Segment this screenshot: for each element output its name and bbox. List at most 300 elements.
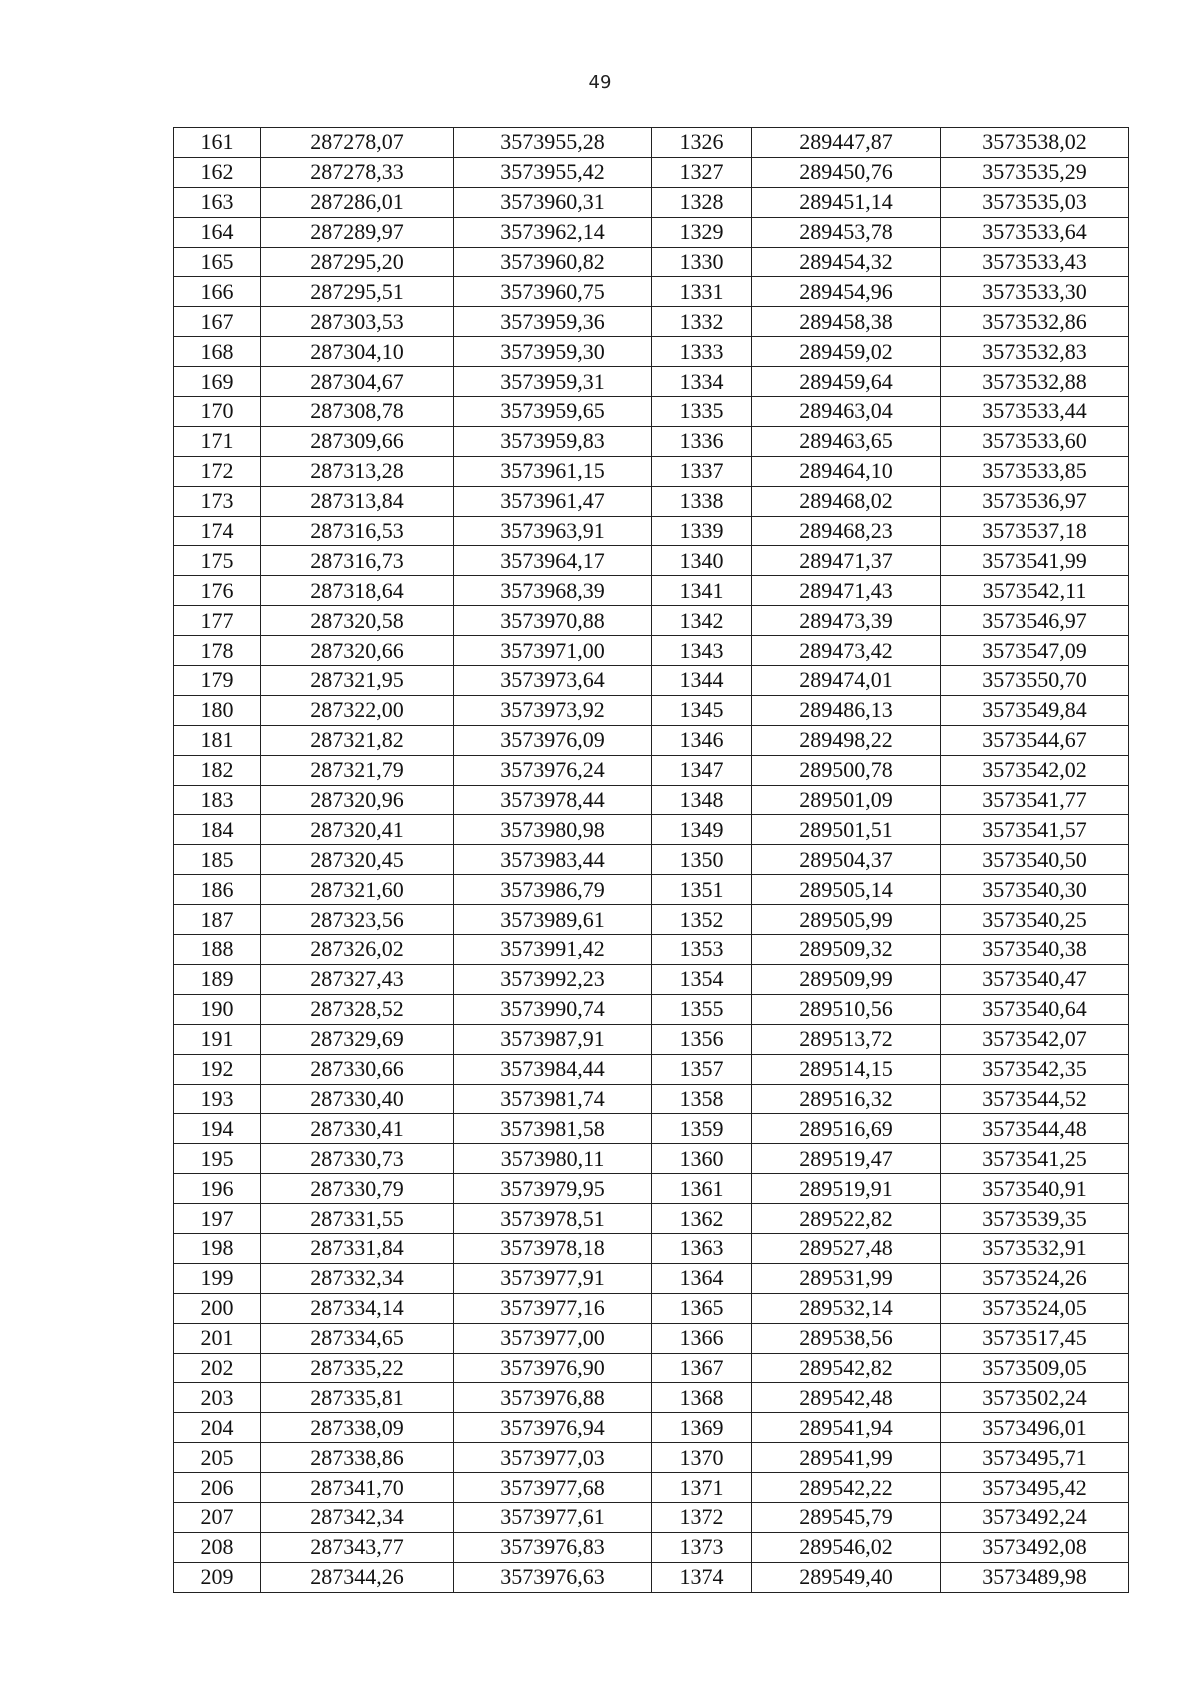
- x-coordinate-cell: 287320,45: [261, 845, 454, 875]
- y-coordinate-cell: 3573540,25: [941, 905, 1129, 935]
- point-number-cell: 1371: [652, 1473, 752, 1503]
- y-coordinate-cell: 3573976,83: [454, 1532, 652, 1562]
- x-coordinate-cell: 287303,53: [261, 307, 454, 337]
- x-coordinate-cell: 289458,38: [752, 307, 941, 337]
- point-number-cell: 167: [174, 307, 261, 337]
- x-coordinate-cell: 289516,69: [752, 1114, 941, 1144]
- point-number-cell: 1370: [652, 1443, 752, 1473]
- y-coordinate-cell: 3573537,18: [941, 516, 1129, 546]
- x-coordinate-cell: 289527,48: [752, 1233, 941, 1263]
- x-coordinate-cell: 289468,02: [752, 486, 941, 516]
- point-number-cell: 162: [174, 157, 261, 187]
- table-row: [174, 875, 1129, 905]
- y-coordinate-cell: 3573978,51: [454, 1204, 652, 1234]
- x-coordinate-cell: 289498,22: [752, 725, 941, 755]
- table-row: [174, 1353, 1129, 1383]
- y-coordinate-cell: 3573981,58: [454, 1114, 652, 1144]
- y-coordinate-cell: 3573976,24: [454, 755, 652, 785]
- table-row: [174, 1473, 1129, 1503]
- point-number-cell: 1327: [652, 157, 752, 187]
- y-coordinate-cell: 3573535,03: [941, 187, 1129, 217]
- y-coordinate-cell: 3573976,63: [454, 1562, 652, 1592]
- x-coordinate-cell: 287327,43: [261, 964, 454, 994]
- y-coordinate-cell: 3573540,50: [941, 845, 1129, 875]
- y-coordinate-cell: 3573959,31: [454, 367, 652, 397]
- point-number-cell: 1366: [652, 1323, 752, 1353]
- point-number-cell: 197: [174, 1204, 261, 1234]
- point-number-cell: 186: [174, 875, 261, 905]
- point-number-cell: 1372: [652, 1502, 752, 1532]
- x-coordinate-cell: 289486,13: [752, 695, 941, 725]
- point-number-cell: 1346: [652, 725, 752, 755]
- x-coordinate-cell: 289509,99: [752, 964, 941, 994]
- table-row: [174, 1293, 1129, 1323]
- point-number-cell: 1361: [652, 1174, 752, 1204]
- x-coordinate-cell: 289501,51: [752, 815, 941, 845]
- y-coordinate-cell: 3573992,23: [454, 964, 652, 994]
- point-number-cell: 1360: [652, 1144, 752, 1174]
- x-coordinate-cell: 287335,81: [261, 1383, 454, 1413]
- y-coordinate-cell: 3573962,14: [454, 217, 652, 247]
- point-number-cell: 1337: [652, 456, 752, 486]
- x-coordinate-cell: 287320,41: [261, 815, 454, 845]
- x-coordinate-cell: 287278,07: [261, 128, 454, 158]
- x-coordinate-cell: 287309,66: [261, 426, 454, 456]
- point-number-cell: 179: [174, 666, 261, 696]
- point-number-cell: 196: [174, 1174, 261, 1204]
- point-number-cell: 1367: [652, 1353, 752, 1383]
- table-row: [174, 815, 1129, 845]
- y-coordinate-cell: 3573980,98: [454, 815, 652, 845]
- x-coordinate-cell: 287338,09: [261, 1413, 454, 1443]
- y-coordinate-cell: 3573977,91: [454, 1263, 652, 1293]
- y-coordinate-cell: 3573983,44: [454, 845, 652, 875]
- point-number-cell: 1373: [652, 1532, 752, 1562]
- y-coordinate-cell: 3573549,84: [941, 695, 1129, 725]
- point-number-cell: 180: [174, 695, 261, 725]
- y-coordinate-cell: 3573960,75: [454, 277, 652, 307]
- y-coordinate-cell: 3573495,71: [941, 1443, 1129, 1473]
- x-coordinate-cell: 287338,86: [261, 1443, 454, 1473]
- page-number: 49: [588, 72, 612, 93]
- y-coordinate-cell: 3573492,08: [941, 1532, 1129, 1562]
- table-row: [174, 1084, 1129, 1114]
- x-coordinate-cell: 289451,14: [752, 187, 941, 217]
- x-coordinate-cell: 289532,14: [752, 1293, 941, 1323]
- x-coordinate-cell: 287295,51: [261, 277, 454, 307]
- table-row: [174, 755, 1129, 785]
- point-number-cell: 178: [174, 636, 261, 666]
- point-number-cell: 205: [174, 1443, 261, 1473]
- x-coordinate-cell: 287328,52: [261, 994, 454, 1024]
- point-number-cell: 1332: [652, 307, 752, 337]
- x-coordinate-cell: 287334,65: [261, 1323, 454, 1353]
- y-coordinate-cell: 3573977,03: [454, 1443, 652, 1473]
- table-row: [174, 636, 1129, 666]
- point-number-cell: 1359: [652, 1114, 752, 1144]
- y-coordinate-cell: 3573973,92: [454, 695, 652, 725]
- x-coordinate-cell: 289453,78: [752, 217, 941, 247]
- y-coordinate-cell: 3573533,30: [941, 277, 1129, 307]
- point-number-cell: 1333: [652, 337, 752, 367]
- x-coordinate-cell: 287331,55: [261, 1204, 454, 1234]
- point-number-cell: 206: [174, 1473, 261, 1503]
- x-coordinate-cell: 287342,34: [261, 1502, 454, 1532]
- table-row: [174, 576, 1129, 606]
- point-number-cell: 184: [174, 815, 261, 845]
- y-coordinate-cell: 3573541,57: [941, 815, 1129, 845]
- point-number-cell: 1330: [652, 247, 752, 277]
- table-row: [174, 397, 1129, 427]
- x-coordinate-cell: 289546,02: [752, 1532, 941, 1562]
- y-coordinate-cell: 3573977,68: [454, 1473, 652, 1503]
- x-coordinate-cell: 287343,77: [261, 1532, 454, 1562]
- point-number-cell: 1368: [652, 1383, 752, 1413]
- table-row: [174, 935, 1129, 965]
- table-row: [174, 606, 1129, 636]
- table-row: [174, 905, 1129, 935]
- x-coordinate-cell: 287320,58: [261, 606, 454, 636]
- point-number-cell: 182: [174, 755, 261, 785]
- point-number-cell: 183: [174, 785, 261, 815]
- x-coordinate-cell: 287344,26: [261, 1562, 454, 1592]
- x-coordinate-cell: 289504,37: [752, 845, 941, 875]
- point-number-cell: 1362: [652, 1204, 752, 1234]
- x-coordinate-cell: 287316,73: [261, 546, 454, 576]
- table-row: [174, 1144, 1129, 1174]
- point-number-cell: 175: [174, 546, 261, 576]
- x-coordinate-cell: 287321,82: [261, 725, 454, 755]
- y-coordinate-cell: 3573955,28: [454, 128, 652, 158]
- x-coordinate-cell: 289471,37: [752, 546, 941, 576]
- y-coordinate-cell: 3573989,61: [454, 905, 652, 935]
- y-coordinate-cell: 3573991,42: [454, 935, 652, 965]
- table-row: [174, 1323, 1129, 1353]
- point-number-cell: 1340: [652, 546, 752, 576]
- table-row: [174, 128, 1129, 158]
- point-number-cell: 165: [174, 247, 261, 277]
- y-coordinate-cell: 3573533,43: [941, 247, 1129, 277]
- y-coordinate-cell: 3573517,45: [941, 1323, 1129, 1353]
- table-row: [174, 1204, 1129, 1234]
- x-coordinate-cell: 287335,22: [261, 1353, 454, 1383]
- table-row: [174, 1054, 1129, 1084]
- point-number-cell: 199: [174, 1263, 261, 1293]
- point-number-cell: 1365: [652, 1293, 752, 1323]
- point-number-cell: 1354: [652, 964, 752, 994]
- x-coordinate-cell: 287313,28: [261, 456, 454, 486]
- table-row: [174, 666, 1129, 696]
- x-coordinate-cell: 289519,47: [752, 1144, 941, 1174]
- table-row: [174, 486, 1129, 516]
- table-row: [174, 845, 1129, 875]
- table-row: [174, 1024, 1129, 1054]
- y-coordinate-cell: 3573532,88: [941, 367, 1129, 397]
- x-coordinate-cell: 289522,82: [752, 1204, 941, 1234]
- y-coordinate-cell: 3573977,61: [454, 1502, 652, 1532]
- table-row: [174, 1413, 1129, 1443]
- y-coordinate-cell: 3573960,31: [454, 187, 652, 217]
- table-row: [174, 1383, 1129, 1413]
- x-coordinate-cell: 287330,73: [261, 1144, 454, 1174]
- y-coordinate-cell: 3573541,25: [941, 1144, 1129, 1174]
- x-coordinate-cell: 289542,22: [752, 1473, 941, 1503]
- y-coordinate-cell: 3573532,91: [941, 1233, 1129, 1263]
- x-coordinate-cell: 289463,65: [752, 426, 941, 456]
- point-number-cell: 173: [174, 486, 261, 516]
- table-row: [174, 1174, 1129, 1204]
- y-coordinate-cell: 3573981,74: [454, 1084, 652, 1114]
- y-coordinate-cell: 3573540,38: [941, 935, 1129, 965]
- y-coordinate-cell: 3573496,01: [941, 1413, 1129, 1443]
- x-coordinate-cell: 287321,79: [261, 755, 454, 785]
- x-coordinate-cell: 289447,87: [752, 128, 941, 158]
- point-number-cell: 1353: [652, 935, 752, 965]
- x-coordinate-cell: 289459,02: [752, 337, 941, 367]
- x-coordinate-cell: 289450,76: [752, 157, 941, 187]
- point-number-cell: 188: [174, 935, 261, 965]
- point-number-cell: 190: [174, 994, 261, 1024]
- point-number-cell: 1338: [652, 486, 752, 516]
- table-row: [174, 964, 1129, 994]
- y-coordinate-cell: 3573533,85: [941, 456, 1129, 486]
- point-number-cell: 208: [174, 1532, 261, 1562]
- y-coordinate-cell: 3573976,09: [454, 725, 652, 755]
- point-number-cell: 1348: [652, 785, 752, 815]
- y-coordinate-cell: 3573533,44: [941, 397, 1129, 427]
- point-number-cell: 170: [174, 397, 261, 427]
- x-coordinate-cell: 287330,79: [261, 1174, 454, 1204]
- y-coordinate-cell: 3573979,95: [454, 1174, 652, 1204]
- y-coordinate-cell: 3573538,02: [941, 128, 1129, 158]
- point-number-cell: 174: [174, 516, 261, 546]
- y-coordinate-cell: 3573968,39: [454, 576, 652, 606]
- point-number-cell: 1341: [652, 576, 752, 606]
- table-row: [174, 337, 1129, 367]
- y-coordinate-cell: 3573976,88: [454, 1383, 652, 1413]
- point-number-cell: 1374: [652, 1562, 752, 1592]
- point-number-cell: 1331: [652, 277, 752, 307]
- y-coordinate-cell: 3573978,44: [454, 785, 652, 815]
- x-coordinate-cell: 287323,56: [261, 905, 454, 935]
- x-coordinate-cell: 289473,42: [752, 636, 941, 666]
- x-coordinate-cell: 289538,56: [752, 1323, 941, 1353]
- x-coordinate-cell: 287330,66: [261, 1054, 454, 1084]
- y-coordinate-cell: 3573970,88: [454, 606, 652, 636]
- point-number-cell: 168: [174, 337, 261, 367]
- x-coordinate-cell: 287331,84: [261, 1233, 454, 1263]
- point-number-cell: 1342: [652, 606, 752, 636]
- x-coordinate-cell: 289454,96: [752, 277, 941, 307]
- y-coordinate-cell: 3573542,07: [941, 1024, 1129, 1054]
- y-coordinate-cell: 3573959,83: [454, 426, 652, 456]
- table-row: [174, 247, 1129, 277]
- x-coordinate-cell: 289513,72: [752, 1024, 941, 1054]
- y-coordinate-cell: 3573536,97: [941, 486, 1129, 516]
- table-row: [174, 157, 1129, 187]
- x-coordinate-cell: 287321,60: [261, 875, 454, 905]
- y-coordinate-cell: 3573550,70: [941, 666, 1129, 696]
- point-number-cell: 161: [174, 128, 261, 158]
- table-row: [174, 1443, 1129, 1473]
- point-number-cell: 1343: [652, 636, 752, 666]
- point-number-cell: 209: [174, 1562, 261, 1592]
- x-coordinate-cell: 287313,84: [261, 486, 454, 516]
- y-coordinate-cell: 3573495,42: [941, 1473, 1129, 1503]
- x-coordinate-cell: 289541,99: [752, 1443, 941, 1473]
- y-coordinate-cell: 3573542,35: [941, 1054, 1129, 1084]
- x-coordinate-cell: 289545,79: [752, 1502, 941, 1532]
- table-row: [174, 367, 1129, 397]
- y-coordinate-cell: 3573964,17: [454, 546, 652, 576]
- point-number-cell: 204: [174, 1413, 261, 1443]
- y-coordinate-cell: 3573535,29: [941, 157, 1129, 187]
- table-row: [174, 277, 1129, 307]
- y-coordinate-cell: 3573533,64: [941, 217, 1129, 247]
- point-number-cell: 1364: [652, 1263, 752, 1293]
- x-coordinate-cell: 287330,40: [261, 1084, 454, 1114]
- point-number-cell: 189: [174, 964, 261, 994]
- y-coordinate-cell: 3573980,11: [454, 1144, 652, 1174]
- y-coordinate-cell: 3573976,94: [454, 1413, 652, 1443]
- table-row: [174, 1233, 1129, 1263]
- y-coordinate-cell: 3573977,00: [454, 1323, 652, 1353]
- point-number-cell: 187: [174, 905, 261, 935]
- y-coordinate-cell: 3573547,09: [941, 636, 1129, 666]
- point-number-cell: 198: [174, 1233, 261, 1263]
- point-number-cell: 1345: [652, 695, 752, 725]
- point-number-cell: 181: [174, 725, 261, 755]
- x-coordinate-cell: 289464,10: [752, 456, 941, 486]
- x-coordinate-cell: 287329,69: [261, 1024, 454, 1054]
- point-number-cell: 166: [174, 277, 261, 307]
- point-number-cell: 194: [174, 1114, 261, 1144]
- point-number-cell: 193: [174, 1084, 261, 1114]
- point-number-cell: 1347: [652, 755, 752, 785]
- table-row: [174, 994, 1129, 1024]
- x-coordinate-cell: 289501,09: [752, 785, 941, 815]
- y-coordinate-cell: 3573963,91: [454, 516, 652, 546]
- y-coordinate-cell: 3573973,64: [454, 666, 652, 696]
- x-coordinate-cell: 287286,01: [261, 187, 454, 217]
- y-coordinate-cell: 3573492,24: [941, 1502, 1129, 1532]
- x-coordinate-cell: 289471,43: [752, 576, 941, 606]
- y-coordinate-cell: 3573541,99: [941, 546, 1129, 576]
- x-coordinate-cell: 287318,64: [261, 576, 454, 606]
- y-coordinate-cell: 3573540,91: [941, 1174, 1129, 1204]
- y-coordinate-cell: 3573986,79: [454, 875, 652, 905]
- y-coordinate-cell: 3573524,26: [941, 1263, 1129, 1293]
- y-coordinate-cell: 3573533,60: [941, 426, 1129, 456]
- y-coordinate-cell: 3573544,48: [941, 1114, 1129, 1144]
- y-coordinate-cell: 3573502,24: [941, 1383, 1129, 1413]
- coordinates-table: [173, 127, 1129, 1593]
- point-number-cell: 171: [174, 426, 261, 456]
- x-coordinate-cell: 289549,40: [752, 1562, 941, 1592]
- y-coordinate-cell: 3573542,02: [941, 755, 1129, 785]
- point-number-cell: 163: [174, 187, 261, 217]
- point-number-cell: 203: [174, 1383, 261, 1413]
- x-coordinate-cell: 289463,04: [752, 397, 941, 427]
- x-coordinate-cell: 289514,15: [752, 1054, 941, 1084]
- point-number-cell: 1351: [652, 875, 752, 905]
- table-row: [174, 426, 1129, 456]
- point-number-cell: 1334: [652, 367, 752, 397]
- point-number-cell: 200: [174, 1293, 261, 1323]
- y-coordinate-cell: 3573978,18: [454, 1233, 652, 1263]
- point-number-cell: 1352: [652, 905, 752, 935]
- x-coordinate-cell: 289519,91: [752, 1174, 941, 1204]
- y-coordinate-cell: 3573976,90: [454, 1353, 652, 1383]
- x-coordinate-cell: 289510,56: [752, 994, 941, 1024]
- y-coordinate-cell: 3573544,52: [941, 1084, 1129, 1114]
- point-number-cell: 169: [174, 367, 261, 397]
- point-number-cell: 1363: [652, 1233, 752, 1263]
- x-coordinate-cell: 289459,64: [752, 367, 941, 397]
- table-row: [174, 785, 1129, 815]
- x-coordinate-cell: 289516,32: [752, 1084, 941, 1114]
- coordinates-table-body: [174, 128, 1129, 1593]
- y-coordinate-cell: 3573540,30: [941, 875, 1129, 905]
- table-row: [174, 307, 1129, 337]
- x-coordinate-cell: 287304,10: [261, 337, 454, 367]
- x-coordinate-cell: 287304,67: [261, 367, 454, 397]
- x-coordinate-cell: 289474,01: [752, 666, 941, 696]
- point-number-cell: 202: [174, 1353, 261, 1383]
- y-coordinate-cell: 3573990,74: [454, 994, 652, 1024]
- table-row: [174, 1263, 1129, 1293]
- table-row: [174, 217, 1129, 247]
- y-coordinate-cell: 3573532,86: [941, 307, 1129, 337]
- y-coordinate-cell: 3573546,97: [941, 606, 1129, 636]
- y-coordinate-cell: 3573539,35: [941, 1204, 1129, 1234]
- x-coordinate-cell: 289505,99: [752, 905, 941, 935]
- x-coordinate-cell: 287321,95: [261, 666, 454, 696]
- x-coordinate-cell: 287332,34: [261, 1263, 454, 1293]
- point-number-cell: 1355: [652, 994, 752, 1024]
- y-coordinate-cell: 3573955,42: [454, 157, 652, 187]
- point-number-cell: 192: [174, 1054, 261, 1084]
- x-coordinate-cell: 287320,96: [261, 785, 454, 815]
- x-coordinate-cell: 289542,48: [752, 1383, 941, 1413]
- point-number-cell: 1369: [652, 1413, 752, 1443]
- x-coordinate-cell: 287322,00: [261, 695, 454, 725]
- x-coordinate-cell: 287278,33: [261, 157, 454, 187]
- y-coordinate-cell: 3573544,67: [941, 725, 1129, 755]
- x-coordinate-cell: 287326,02: [261, 935, 454, 965]
- point-number-cell: 201: [174, 1323, 261, 1353]
- x-coordinate-cell: 289468,23: [752, 516, 941, 546]
- x-coordinate-cell: 289505,14: [752, 875, 941, 905]
- point-number-cell: 1350: [652, 845, 752, 875]
- x-coordinate-cell: 289509,32: [752, 935, 941, 965]
- point-number-cell: 1326: [652, 128, 752, 158]
- y-coordinate-cell: 3573532,83: [941, 337, 1129, 367]
- point-number-cell: 172: [174, 456, 261, 486]
- table-row: [174, 725, 1129, 755]
- point-number-cell: 1358: [652, 1084, 752, 1114]
- x-coordinate-cell: 289531,99: [752, 1263, 941, 1293]
- table-row: [174, 1114, 1129, 1144]
- y-coordinate-cell: 3573540,64: [941, 994, 1129, 1024]
- point-number-cell: 207: [174, 1502, 261, 1532]
- table-row: [174, 1532, 1129, 1562]
- table-row: [174, 1562, 1129, 1592]
- point-number-cell: 176: [174, 576, 261, 606]
- point-number-cell: 185: [174, 845, 261, 875]
- y-coordinate-cell: 3573541,77: [941, 785, 1129, 815]
- x-coordinate-cell: 287320,66: [261, 636, 454, 666]
